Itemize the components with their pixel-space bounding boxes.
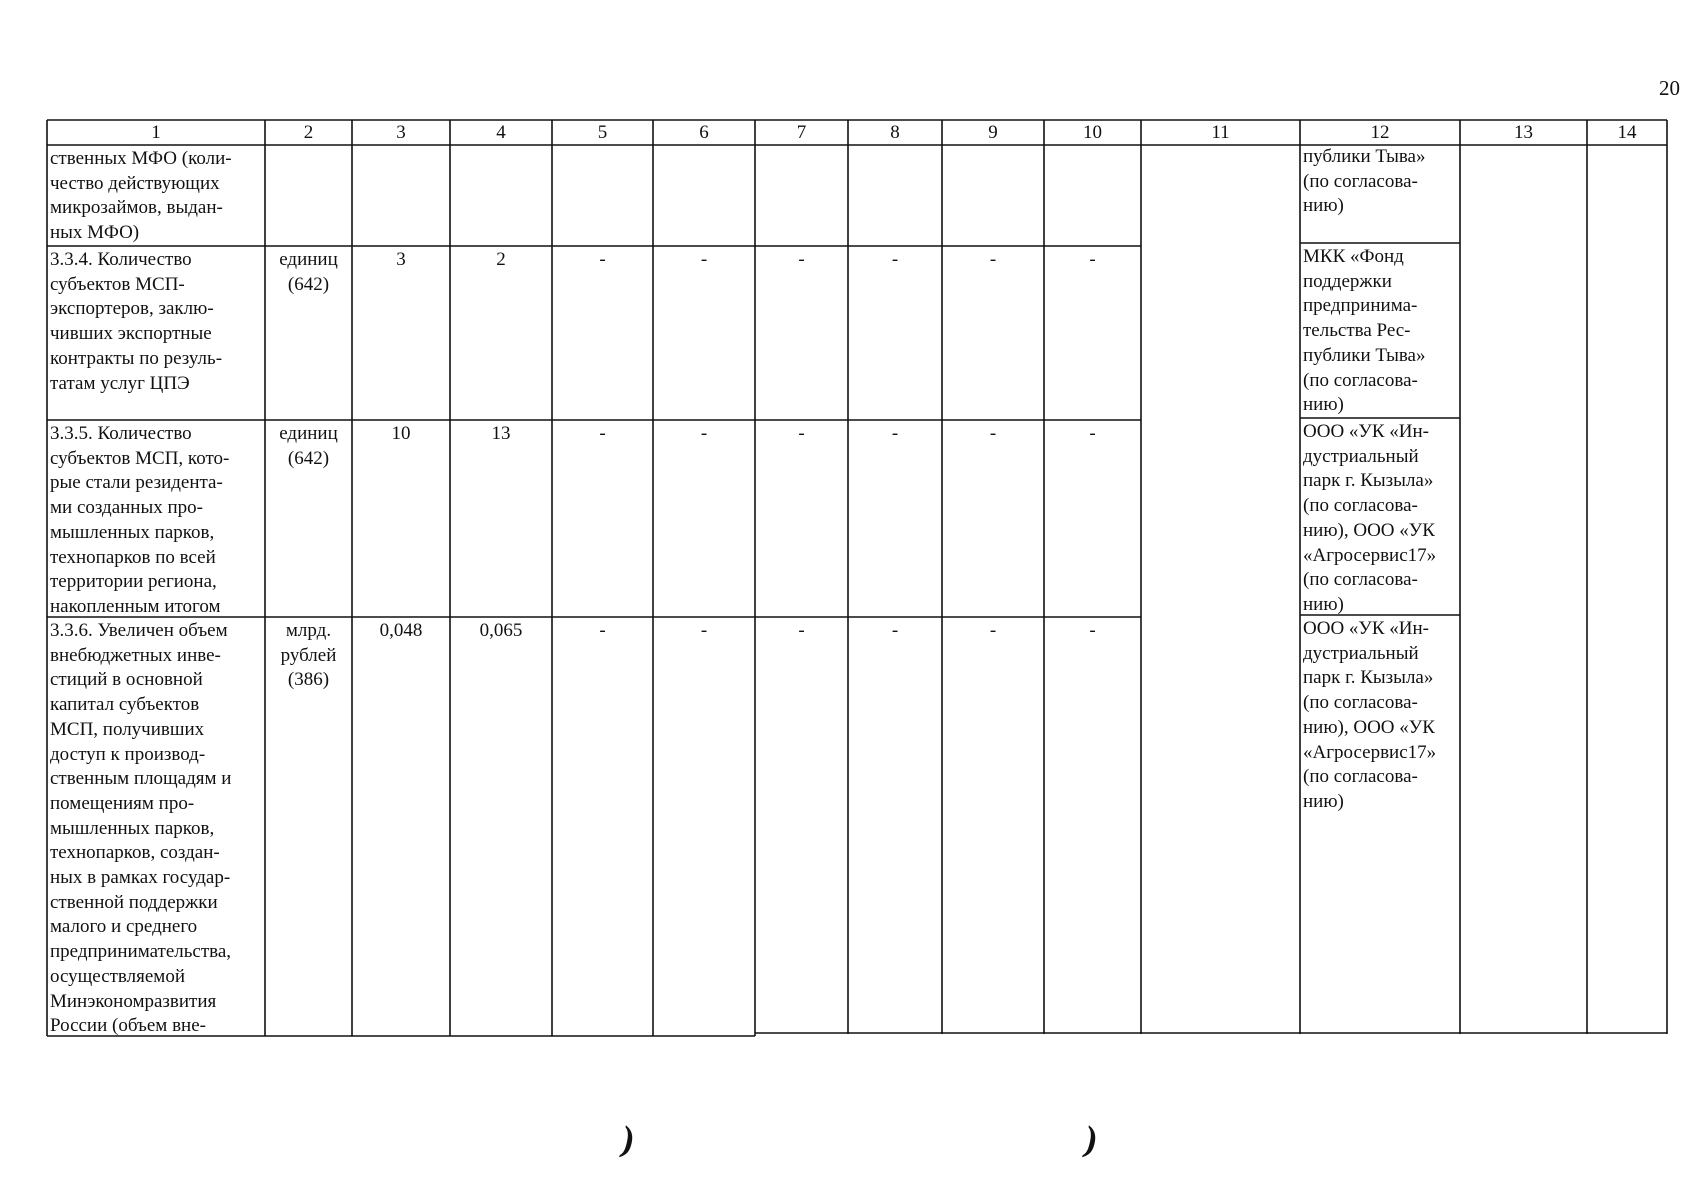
row3-value-6: - bbox=[700, 423, 708, 444]
row4-value-10: - bbox=[1089, 620, 1096, 641]
row4-value-7: - bbox=[798, 620, 805, 641]
row4-value-3: 0,048 bbox=[379, 620, 423, 641]
column-header-4: 4 bbox=[496, 122, 506, 143]
row3-value-4: 13 bbox=[491, 423, 511, 444]
column-header-8: 8 bbox=[890, 122, 900, 143]
row4-value-6: - bbox=[700, 620, 708, 641]
row2-value-3: 3 bbox=[396, 249, 406, 270]
row3-value-7: - bbox=[798, 423, 805, 444]
row4-executor: ООО «УК «Ин- дустриальный парк г. Кызыла» (по согласова- нию), ООО «УК «Агросервис17» (по согласова- нию) bbox=[1303, 618, 1437, 812]
column-header-7: 7 bbox=[796, 122, 807, 143]
row2-value-6: - bbox=[700, 249, 708, 270]
row3-executor: ООО «УК «Ин- дустриальный парк г. Кызыла» (по согласова- нию), ООО «УК «Агросервис17» (по согласова- нию) bbox=[1303, 421, 1437, 615]
row2-value-9: - bbox=[989, 249, 997, 270]
row1-indicator: ственных МФО (коли- чество действующих микрозаймов, выдан- ных МФО) bbox=[50, 148, 232, 244]
row4-indicator: 3.3.6. Увеличен объем внебюджетных инве- стиций в основной капитал субъектов МСП, получивших доступ к производ- ственным площадям и помещениям про- мышленных парков, технопарков, создан- ных в рамках государ- ственной поддержки малого и среднего предпринимательства, осуществляемой Минэкономразвития России (объем вне- bbox=[50, 620, 232, 1037]
column-header-13: 13 bbox=[1514, 122, 1533, 143]
row2-executor: МКК «Фонд поддержки предпринима- тельства Рес- публики Тыва» (по согласова- нию) bbox=[1303, 246, 1426, 416]
row2-value-5: - bbox=[599, 249, 606, 270]
row4-value-9: - bbox=[989, 620, 997, 641]
row4-value-4: 0,065 bbox=[479, 620, 523, 641]
page-number: 20 bbox=[1659, 76, 1680, 100]
column-header-11: 11 bbox=[1211, 122, 1230, 143]
column-header-14: 14 bbox=[1617, 122, 1637, 143]
column-header-10: 10 bbox=[1083, 122, 1102, 143]
scan-mark-right: ) bbox=[1080, 1118, 1102, 1160]
row2-unit: единиц (642) bbox=[279, 249, 338, 295]
row4-unit: млрд. рублей (386) bbox=[280, 620, 337, 691]
row1-executor: публики Тыва» (по согласова- нию) bbox=[1303, 146, 1426, 217]
row4-value-8: - bbox=[891, 620, 899, 641]
row3-indicator: 3.3.5. Количество субъектов МСП, кото- рые стали резидента- ми созданных про- мышленных парков, технопарков по всей территории региона, накопленным итогом bbox=[50, 423, 230, 617]
column-header-1: 1 bbox=[151, 122, 161, 143]
row4-value-5: - bbox=[599, 620, 606, 641]
scan-mark-left: ) bbox=[617, 1118, 639, 1160]
row3-value-9: - bbox=[989, 423, 997, 444]
row3-value-8: - bbox=[891, 423, 899, 444]
row3-value-10: - bbox=[1089, 423, 1096, 444]
row3-value-5: - bbox=[599, 423, 606, 444]
row2-value-7: - bbox=[798, 249, 805, 270]
column-header-5: 5 bbox=[597, 122, 608, 143]
column-header-2: 2 bbox=[303, 122, 314, 143]
row2-value-4: 2 bbox=[496, 249, 506, 270]
column-header-3: 3 bbox=[396, 122, 406, 143]
row2-value-8: - bbox=[891, 249, 899, 270]
row3-value-3: 10 bbox=[391, 423, 411, 444]
row2-value-10: - bbox=[1089, 249, 1096, 270]
column-header-6: 6 bbox=[699, 122, 709, 143]
column-header-9: 9 bbox=[988, 122, 998, 143]
column-header-12: 12 bbox=[1370, 122, 1390, 143]
row2-indicator: 3.3.4. Количество субъектов МСП- экспортеров, заклю- чивших экспортные контракты по резуль- татам услуг ЦПЭ bbox=[50, 249, 223, 394]
row3-unit: единиц (642) bbox=[279, 423, 338, 469]
